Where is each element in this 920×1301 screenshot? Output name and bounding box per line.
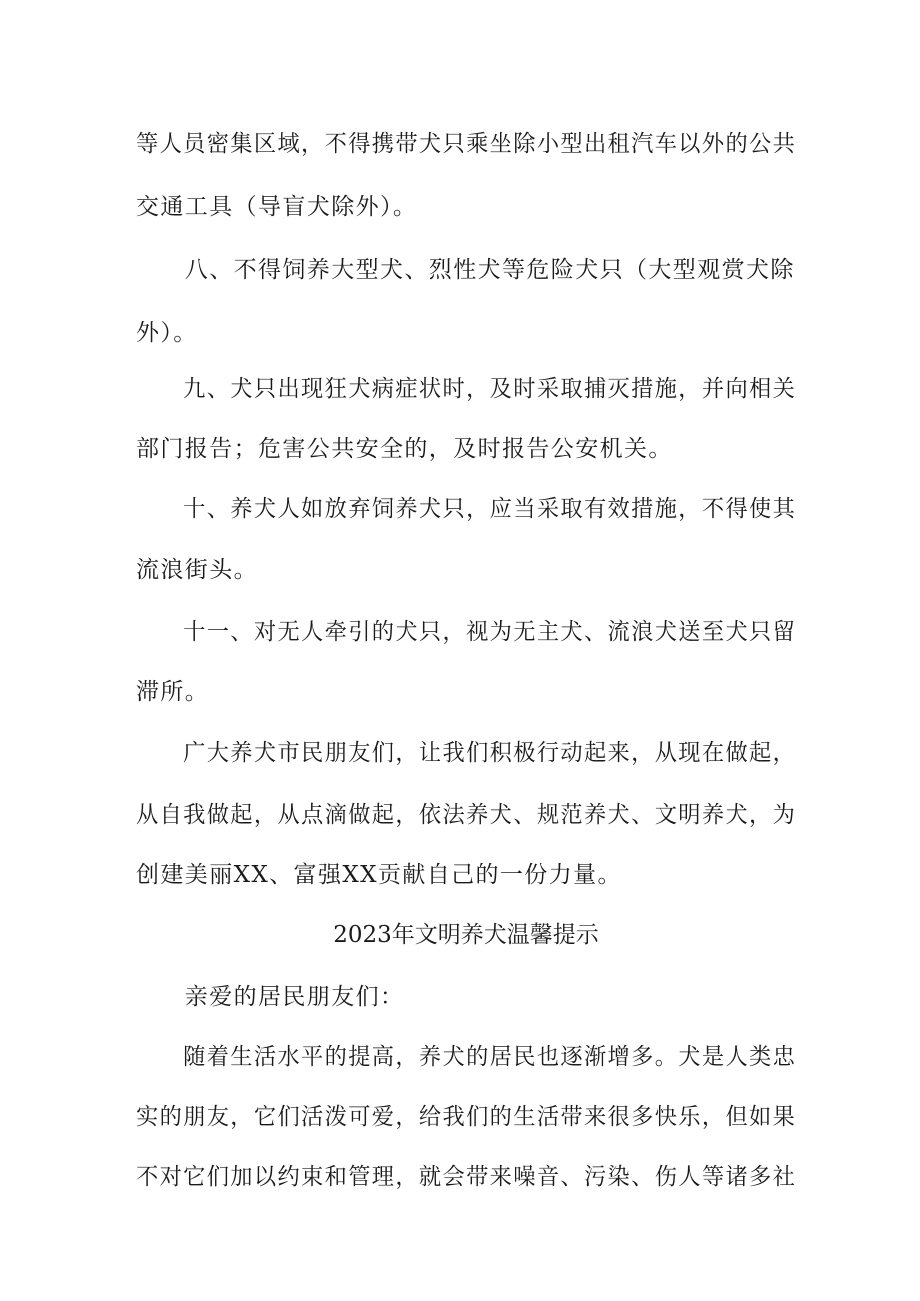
text-line: 滞所。 <box>136 679 210 705</box>
text-line: 八、不得饲养大型犬、烈性犬等危险犬只（大型观赏犬除 <box>136 257 795 283</box>
text-line: 外）。 <box>136 320 198 346</box>
text-line: 从自我做起，从点滴做起，依法养犬、规范养犬、文明养犬，为 <box>136 802 797 828</box>
text-line: 十一、对无人牵引的犬只，视为无主犬、流浪犬送至犬只留 <box>136 619 797 645</box>
section-title: 2023年文明养犬温馨提示 <box>333 922 599 948</box>
text-line: 实的朋友，它们活泼可爱，给我们的生活带来很多快乐，但如果 <box>136 1104 797 1130</box>
text-line: 部门报告；危害公共安全的，及时报告公安机关。 <box>136 436 673 462</box>
text-line: 创建美丽XX、富强XX贡献自己的一份力量。 <box>136 862 622 888</box>
text-line: 九、犬只出现狂犬病症状时，及时采取捕灭措施，并向相关 <box>136 376 797 402</box>
text-line: 广大养犬市民朋友们，让我们积极行动起来，从现在做起， <box>136 740 797 766</box>
text-line: 等人员密集区域，不得携带犬只乘坐除小型出租汽车以外的公共 <box>136 131 797 157</box>
text-line: 十、养犬人如放弃饲养犬只，应当采取有效措施，不得使其 <box>136 496 797 522</box>
text-line: 亲爱的居民朋友们： <box>136 984 405 1010</box>
text-line: 随着生活水平的提高，养犬的居民也逐渐增多。犬是人类忠 <box>136 1044 797 1070</box>
text-line: 交通工具（导盲犬除外）。 <box>136 194 418 220</box>
text-line: 不对它们加以约束和管理，就会带来噪音、污染、伤人等诸多社 <box>136 1164 797 1190</box>
text-line: 流浪街头。 <box>136 557 258 583</box>
